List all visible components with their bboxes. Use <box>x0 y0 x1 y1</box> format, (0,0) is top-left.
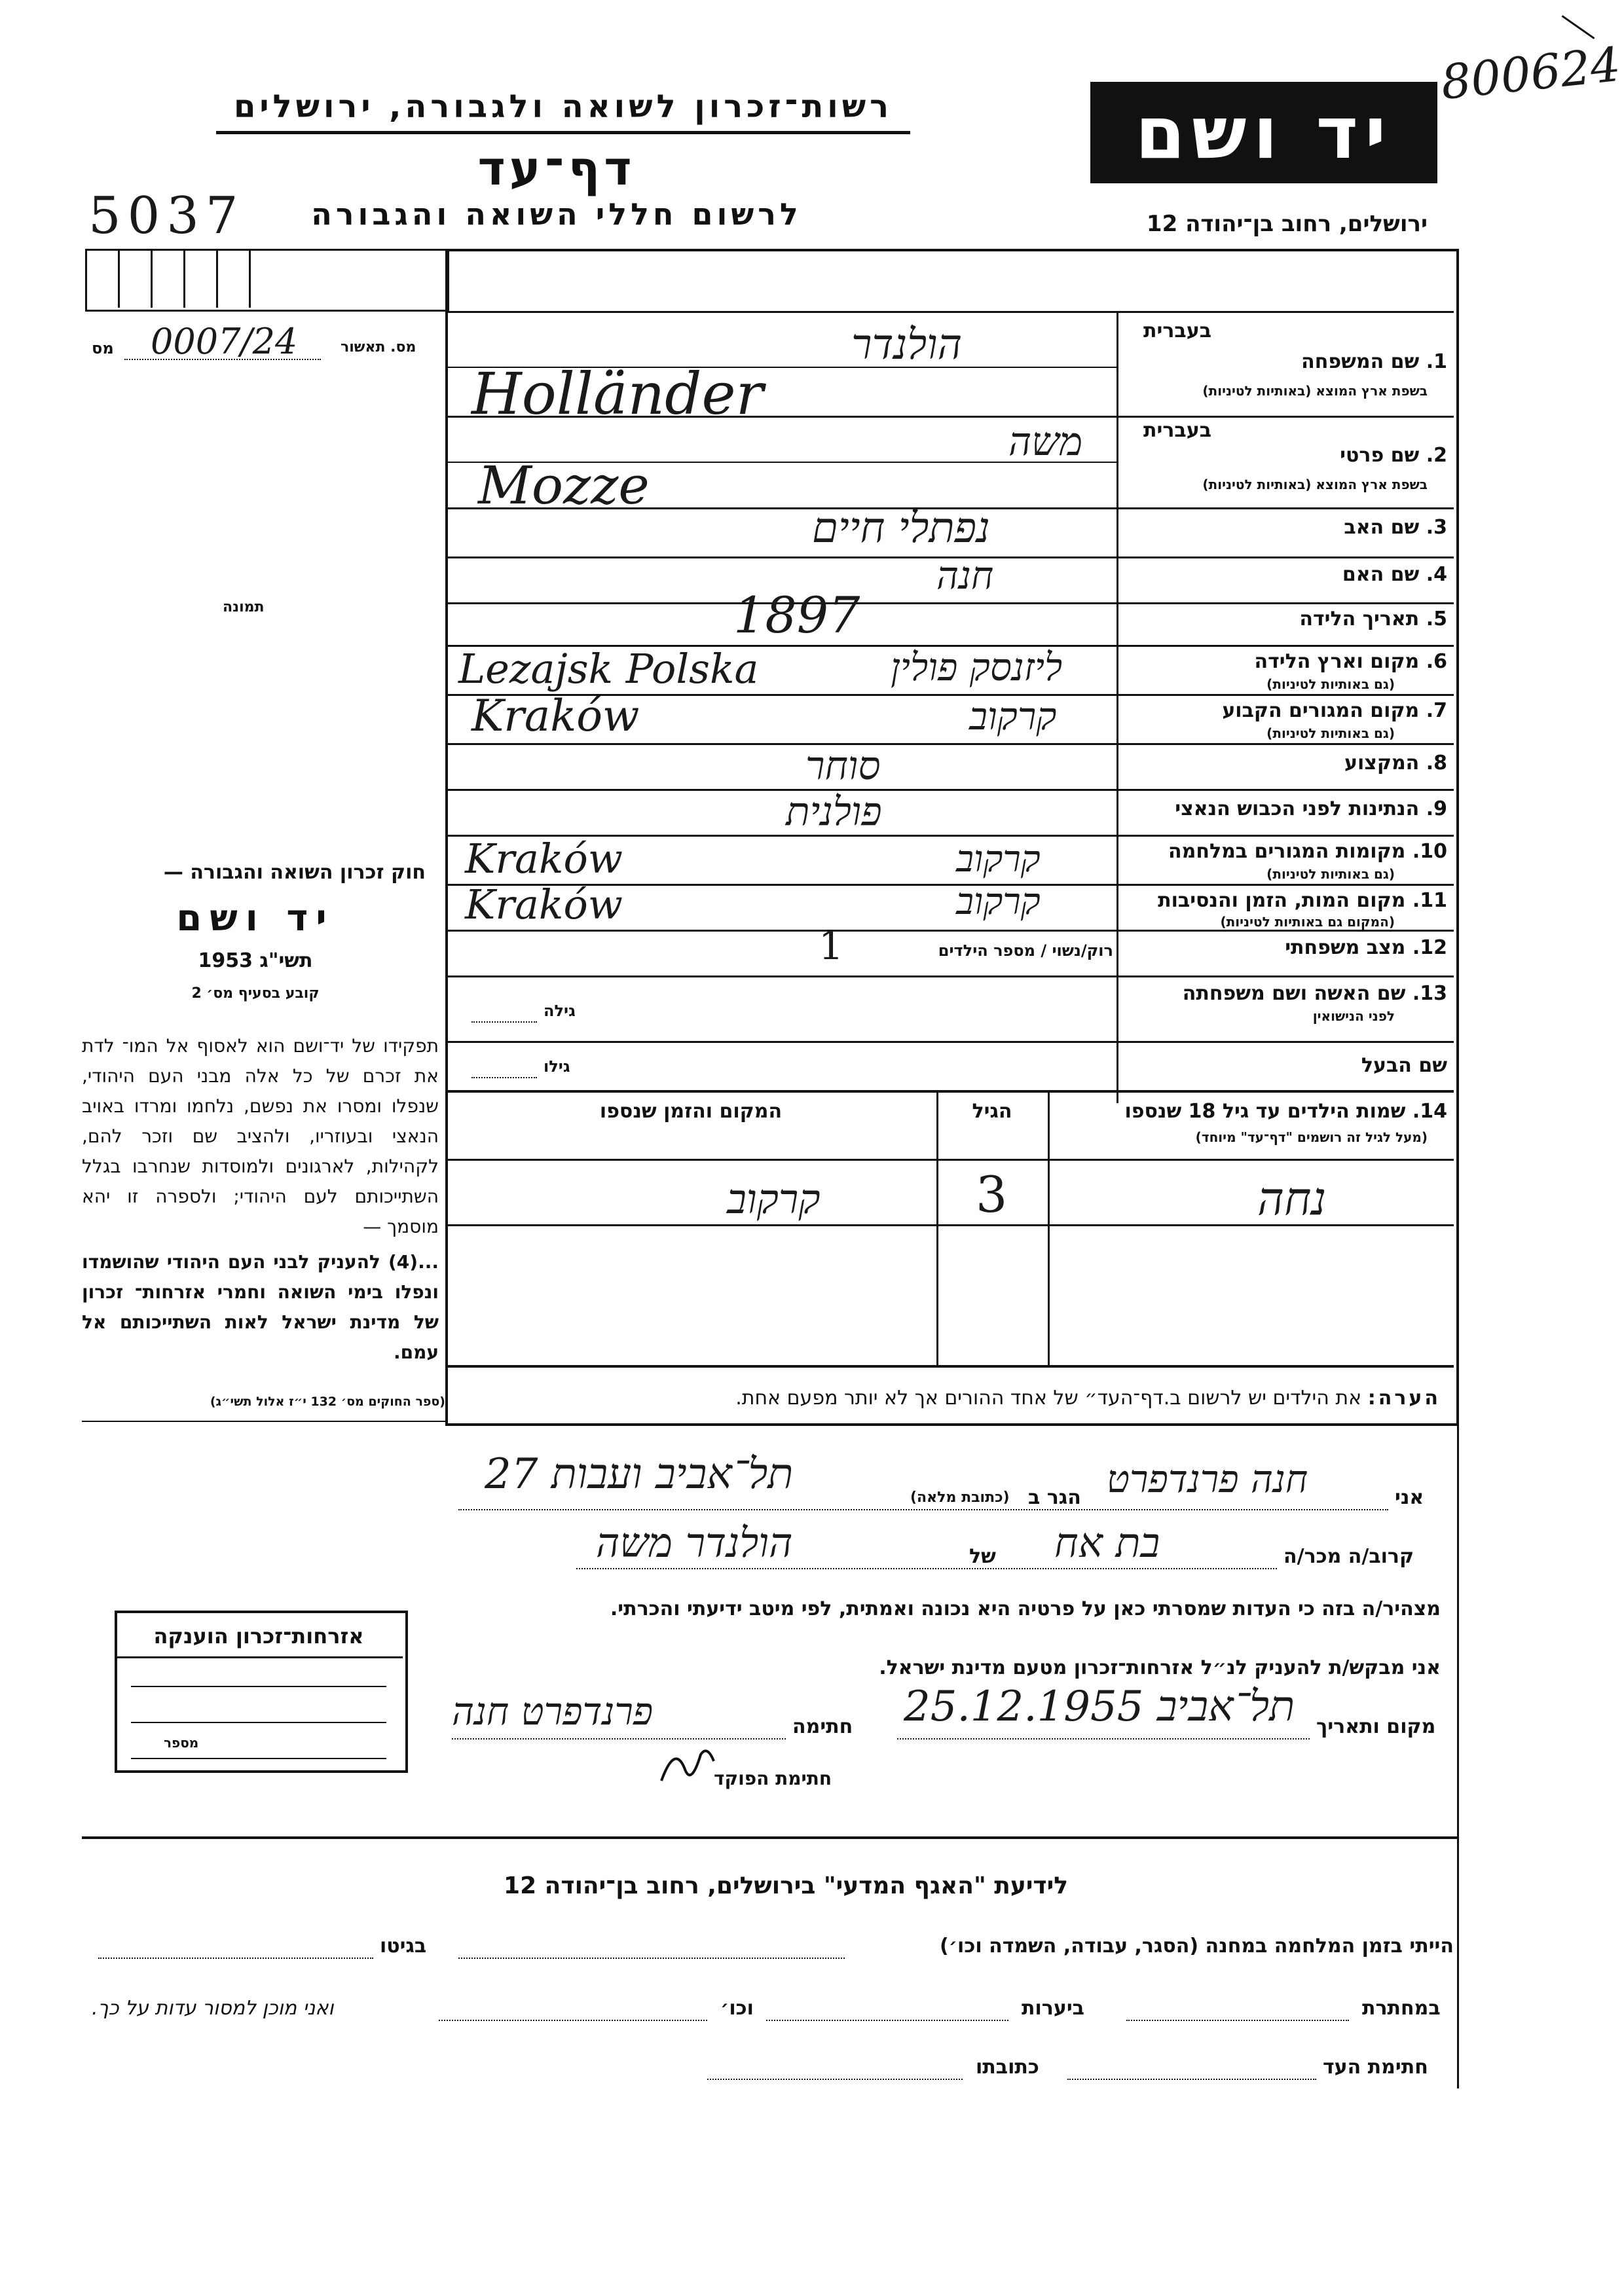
field-12-num: 12. <box>1412 936 1447 959</box>
officer-signature <box>655 1741 720 1794</box>
field-7-value-latin: Kraków <box>471 691 640 741</box>
bottom-line-1-end: בגיטו <box>380 1935 427 1958</box>
field-11-value-he: קרקוב <box>956 881 1041 923</box>
field-13-label <box>1120 982 1447 1005</box>
stamp-number: 800624 <box>1438 36 1623 111</box>
field-2-lang: בעברית <box>1143 419 1211 442</box>
field-10-sub: (גם באותיות לטיניות) <box>1266 866 1395 882</box>
field-2-label <box>1120 444 1447 467</box>
field-7-text: מקום המגורים הקבוע <box>1222 699 1420 722</box>
declarant-address: תל־אביב ועבות 27 <box>485 1450 794 1499</box>
field-9-text: הנתינות לפני הכבוש הנאצי <box>1175 797 1420 820</box>
field-4-value: חנה <box>936 553 994 598</box>
law-year: תשי"ג 1953 <box>198 949 313 972</box>
children-col-age: הגיל <box>972 1100 1012 1123</box>
field-2-value-he: משה <box>1008 419 1083 465</box>
bottom-underground: במחתרת <box>1362 1997 1441 2020</box>
husband-extra: גילו <box>544 1057 570 1076</box>
field-3-value: נפתלי חיים <box>812 504 990 553</box>
bottom-forests: ביערות <box>1022 1997 1084 2020</box>
child-1-age: 3 <box>976 1165 1008 1224</box>
declarant-name: חנה פרנדפרט <box>1107 1457 1308 1501</box>
field-4-text: שם האם <box>1342 563 1420 586</box>
top-strip-line <box>445 311 1454 313</box>
relation-value: בת אח <box>1054 1519 1160 1567</box>
field-5-num: 5. <box>1426 608 1447 630</box>
children-label <box>1054 1100 1447 1123</box>
field-11-sub: (המקום גם באותיות לטיניות) <box>1220 914 1395 930</box>
photo-label: תמונה <box>223 599 265 615</box>
field-11-text: מקום המות, הזמן והנסיבות <box>1158 889 1406 912</box>
field-5-label <box>1120 608 1447 630</box>
field-8-value: סוחר <box>805 743 881 789</box>
handwritten-number: 5037 <box>88 187 245 246</box>
ref-suffix: מס <box>92 339 114 357</box>
bottom-title: לידיעת "האגף המדעי" בירושלים, רחוב בן־יהודה 12 <box>504 1872 1068 1899</box>
bottom-address: כתובתו <box>976 2056 1039 2079</box>
field-11-num: 11. <box>1412 889 1447 912</box>
field-1-value-latin: Holländer <box>471 360 764 428</box>
law-clause: קובע בסעיף מס׳ 2 <box>191 985 320 1002</box>
field-1-label <box>1120 350 1447 373</box>
field-7-value-he: קרקוב <box>969 694 1057 738</box>
place-date-label: מקום ותאריך <box>1316 1715 1436 1738</box>
field-12-text: מצב משפחתי <box>1285 936 1406 959</box>
field-13-sub: לפני הנישואין <box>1312 1008 1395 1024</box>
field-6-value-latin: Lezajsk Polska <box>458 645 759 693</box>
field-1-text: שם המשפחה <box>1301 350 1420 373</box>
law-name: יד ושם <box>176 897 335 939</box>
declarant-lives-in: הגר ב <box>1028 1486 1081 1509</box>
law-footer: (ספר החוקים מס׳ 132 י״ז אלול תשי״ג) <box>210 1394 445 1409</box>
note-text: את הילדים יש לרשום ב.דף־העד״ של אחד ההורים אך לא יותר מפעם אחת. <box>735 1387 1362 1410</box>
bottom-separator <box>82 1836 1457 1839</box>
field-2-value-latin: Mozze <box>478 455 650 516</box>
field-2-num: 2. <box>1426 444 1447 467</box>
child-1-name: נחה <box>1257 1172 1327 1226</box>
field-8-label <box>1120 752 1447 774</box>
form-title: דף־עד <box>477 141 636 196</box>
note-label: הערה: <box>1367 1387 1441 1410</box>
yad-vashem-logo: יד ושם <box>1090 82 1437 183</box>
relation-name: הולנדר משה <box>596 1519 793 1567</box>
bottom-etc: וכו׳ <box>720 1997 754 2020</box>
bottom-line-1-text: הייתי בזמן המלחמה במחנה (הסגר, עבודה, השמדה וכו׳) <box>940 1935 1454 1958</box>
field-12-extra: רוק/נשוי / מספר הילדים <box>938 941 1113 960</box>
field-3-label <box>1120 516 1447 539</box>
field-11-value-latin: Kraków <box>465 881 623 928</box>
bottom-line-2-end: ואני מוכן למסור עדות על כך. <box>92 1997 334 2020</box>
field-10-num: 10. <box>1412 840 1447 863</box>
field-13-extra: גילה <box>544 1002 576 1020</box>
cert-num-label: מספר <box>164 1735 199 1751</box>
field-6-text: מקום וארץ הלידה <box>1254 650 1420 673</box>
children-num: 14. <box>1412 1100 1447 1123</box>
ref-underline <box>124 359 321 360</box>
ref-value: 0007/24 <box>151 321 298 362</box>
ref-label: מס. תאשור <box>341 339 416 355</box>
signature-value: פרנדפרט חנה <box>452 1689 654 1734</box>
declaration-text: מצהיר/ה בזה כי העדות שמסרתי כאן על פרטיה היא נכונה ואמתית, לפי מיטב ידיעתי והכרתי. <box>610 1597 1441 1620</box>
law-title: חוק זכרון השואה והגבורה — <box>163 861 426 884</box>
field-11-label <box>1120 889 1447 912</box>
field-7-label <box>1120 699 1447 722</box>
relation-of: של <box>969 1545 996 1568</box>
ref-row <box>85 321 439 362</box>
declarant-line-2 <box>576 1568 1277 1569</box>
corner-mark <box>1562 15 1595 39</box>
relation-prefix: קרוב/ה מכר/ה <box>1283 1545 1414 1568</box>
field-9-label <box>1120 797 1447 820</box>
field-13-text: שם האשה ושם משפחתה <box>1182 982 1406 1005</box>
field-6-label <box>1120 650 1447 673</box>
field-4-label <box>1120 563 1447 586</box>
field-3-text: שם האב <box>1344 516 1420 539</box>
field-13-age-line <box>471 1021 537 1023</box>
field-12-label <box>1120 936 1447 959</box>
field-10-label <box>1120 840 1447 863</box>
field-9-value: פולנית <box>786 789 882 835</box>
law-text-2: ...(4) להעניק לבני העם היהודי שהושמדו ונפלו בימי השואה וחמרי אזרחות־ זכרון של מדינת ישראל לאות השתייכותם אל עמם. <box>82 1251 439 1363</box>
address: ירושלים, רחוב בן־יהודה 12 <box>1146 211 1428 237</box>
husband-age-line <box>471 1077 537 1078</box>
field-5-value: 1897 <box>733 586 860 644</box>
cert-title: אזרחות־זכרון הוענקה <box>153 1624 364 1649</box>
field-10-value-latin: Kraków <box>465 835 623 883</box>
field-2-sub: בשפת ארץ המוצא (באותיות לטיניות) <box>1202 477 1428 492</box>
bottom-witness-sign: חתימת העד <box>1323 2056 1428 2079</box>
field-1-sub: בשפת ארץ המוצא (באותיות לטיניות) <box>1202 383 1428 399</box>
officer-label: חתימת הפוקד <box>714 1768 832 1789</box>
field-5-text: תאריך הלידה <box>1299 608 1420 630</box>
field-1-lang: בעברית <box>1143 319 1211 342</box>
declarant-prefix: אני <box>1395 1486 1424 1509</box>
field-6-sub: (גם באותיות לטיניות) <box>1266 676 1395 692</box>
label-column-line <box>1116 311 1118 1103</box>
field-1-num: 1. <box>1426 350 1447 373</box>
signature-label: חתימה <box>792 1715 853 1738</box>
field-12-value: 1 <box>819 923 844 969</box>
field-4-num: 4. <box>1426 563 1447 586</box>
law-text-1: תפקידו של יד־ושם הוא לאסוף אל המו־ לדת את זכרם של כל אלה מבני העם היהודי, שנפלו ומסרו את נפשם, נלחמו ומרדו באויב הנאצי ובעוזריו, ולהציב שם וזכר להם, לקהילות, לארגונים ולמוסדות שנחרבו בגלל השתייכותם לעם היהודי; ולספרה זו יהא מוסמך — <box>82 1035 439 1237</box>
authority-underline <box>216 131 910 134</box>
place-date-line <box>897 1738 1310 1740</box>
husband-label: שם הבעל <box>1361 1054 1447 1077</box>
request-text: אני מבקש/ת להעניק לנ״ל אזרחות־זכרון מטעם מדינת ישראל. <box>879 1656 1441 1679</box>
field-9-num: 9. <box>1426 797 1447 820</box>
form-subtitle: לרשום חללי השואה והגבורה <box>311 196 802 232</box>
field-8-num: 8. <box>1426 752 1447 774</box>
field-7-sub: (גם באותיות לטיניות) <box>1266 725 1395 741</box>
field-7-num: 7. <box>1426 699 1447 722</box>
field-2-text: שם פרטי <box>1340 444 1420 467</box>
field-10-text: מקומות המגורים במלחמה <box>1168 840 1406 863</box>
code-box-dividers <box>85 249 445 308</box>
authority-title: רשות־זכרון לשואה ולגבורה, ירושלים <box>233 88 893 125</box>
field-6-num: 6. <box>1426 650 1447 673</box>
field-6-value-he: ליזנסק פולין <box>891 645 1063 689</box>
right-edge-line <box>1457 1421 1459 2088</box>
declarant-line-1 <box>458 1509 1388 1510</box>
children-sub: (מעל לגיל זה רושמים "דף־עד" מיוחד) <box>1195 1129 1428 1145</box>
field-1-value-he: הולנדר <box>851 321 963 369</box>
bottom-line-1 <box>85 1935 1454 1958</box>
note-row <box>458 1387 1441 1410</box>
child-1-place: קרקוב <box>727 1175 821 1223</box>
field-8-text: המקצוע <box>1344 752 1420 774</box>
children-text: שמות הילדים עד גיל 18 שנספו <box>1124 1100 1406 1123</box>
children-col-place: המקום והזמן שנספו <box>599 1100 783 1123</box>
field-10-value-he: קרקוב <box>956 838 1041 881</box>
declarant-addr-label: (כתובת מלאה) <box>910 1489 1010 1506</box>
field-3-num: 3. <box>1426 516 1447 539</box>
field-13-num: 13. <box>1412 982 1447 1005</box>
place-date-value: תל־אביב 25.12.1955 <box>904 1683 1295 1731</box>
signature-line <box>452 1738 786 1740</box>
